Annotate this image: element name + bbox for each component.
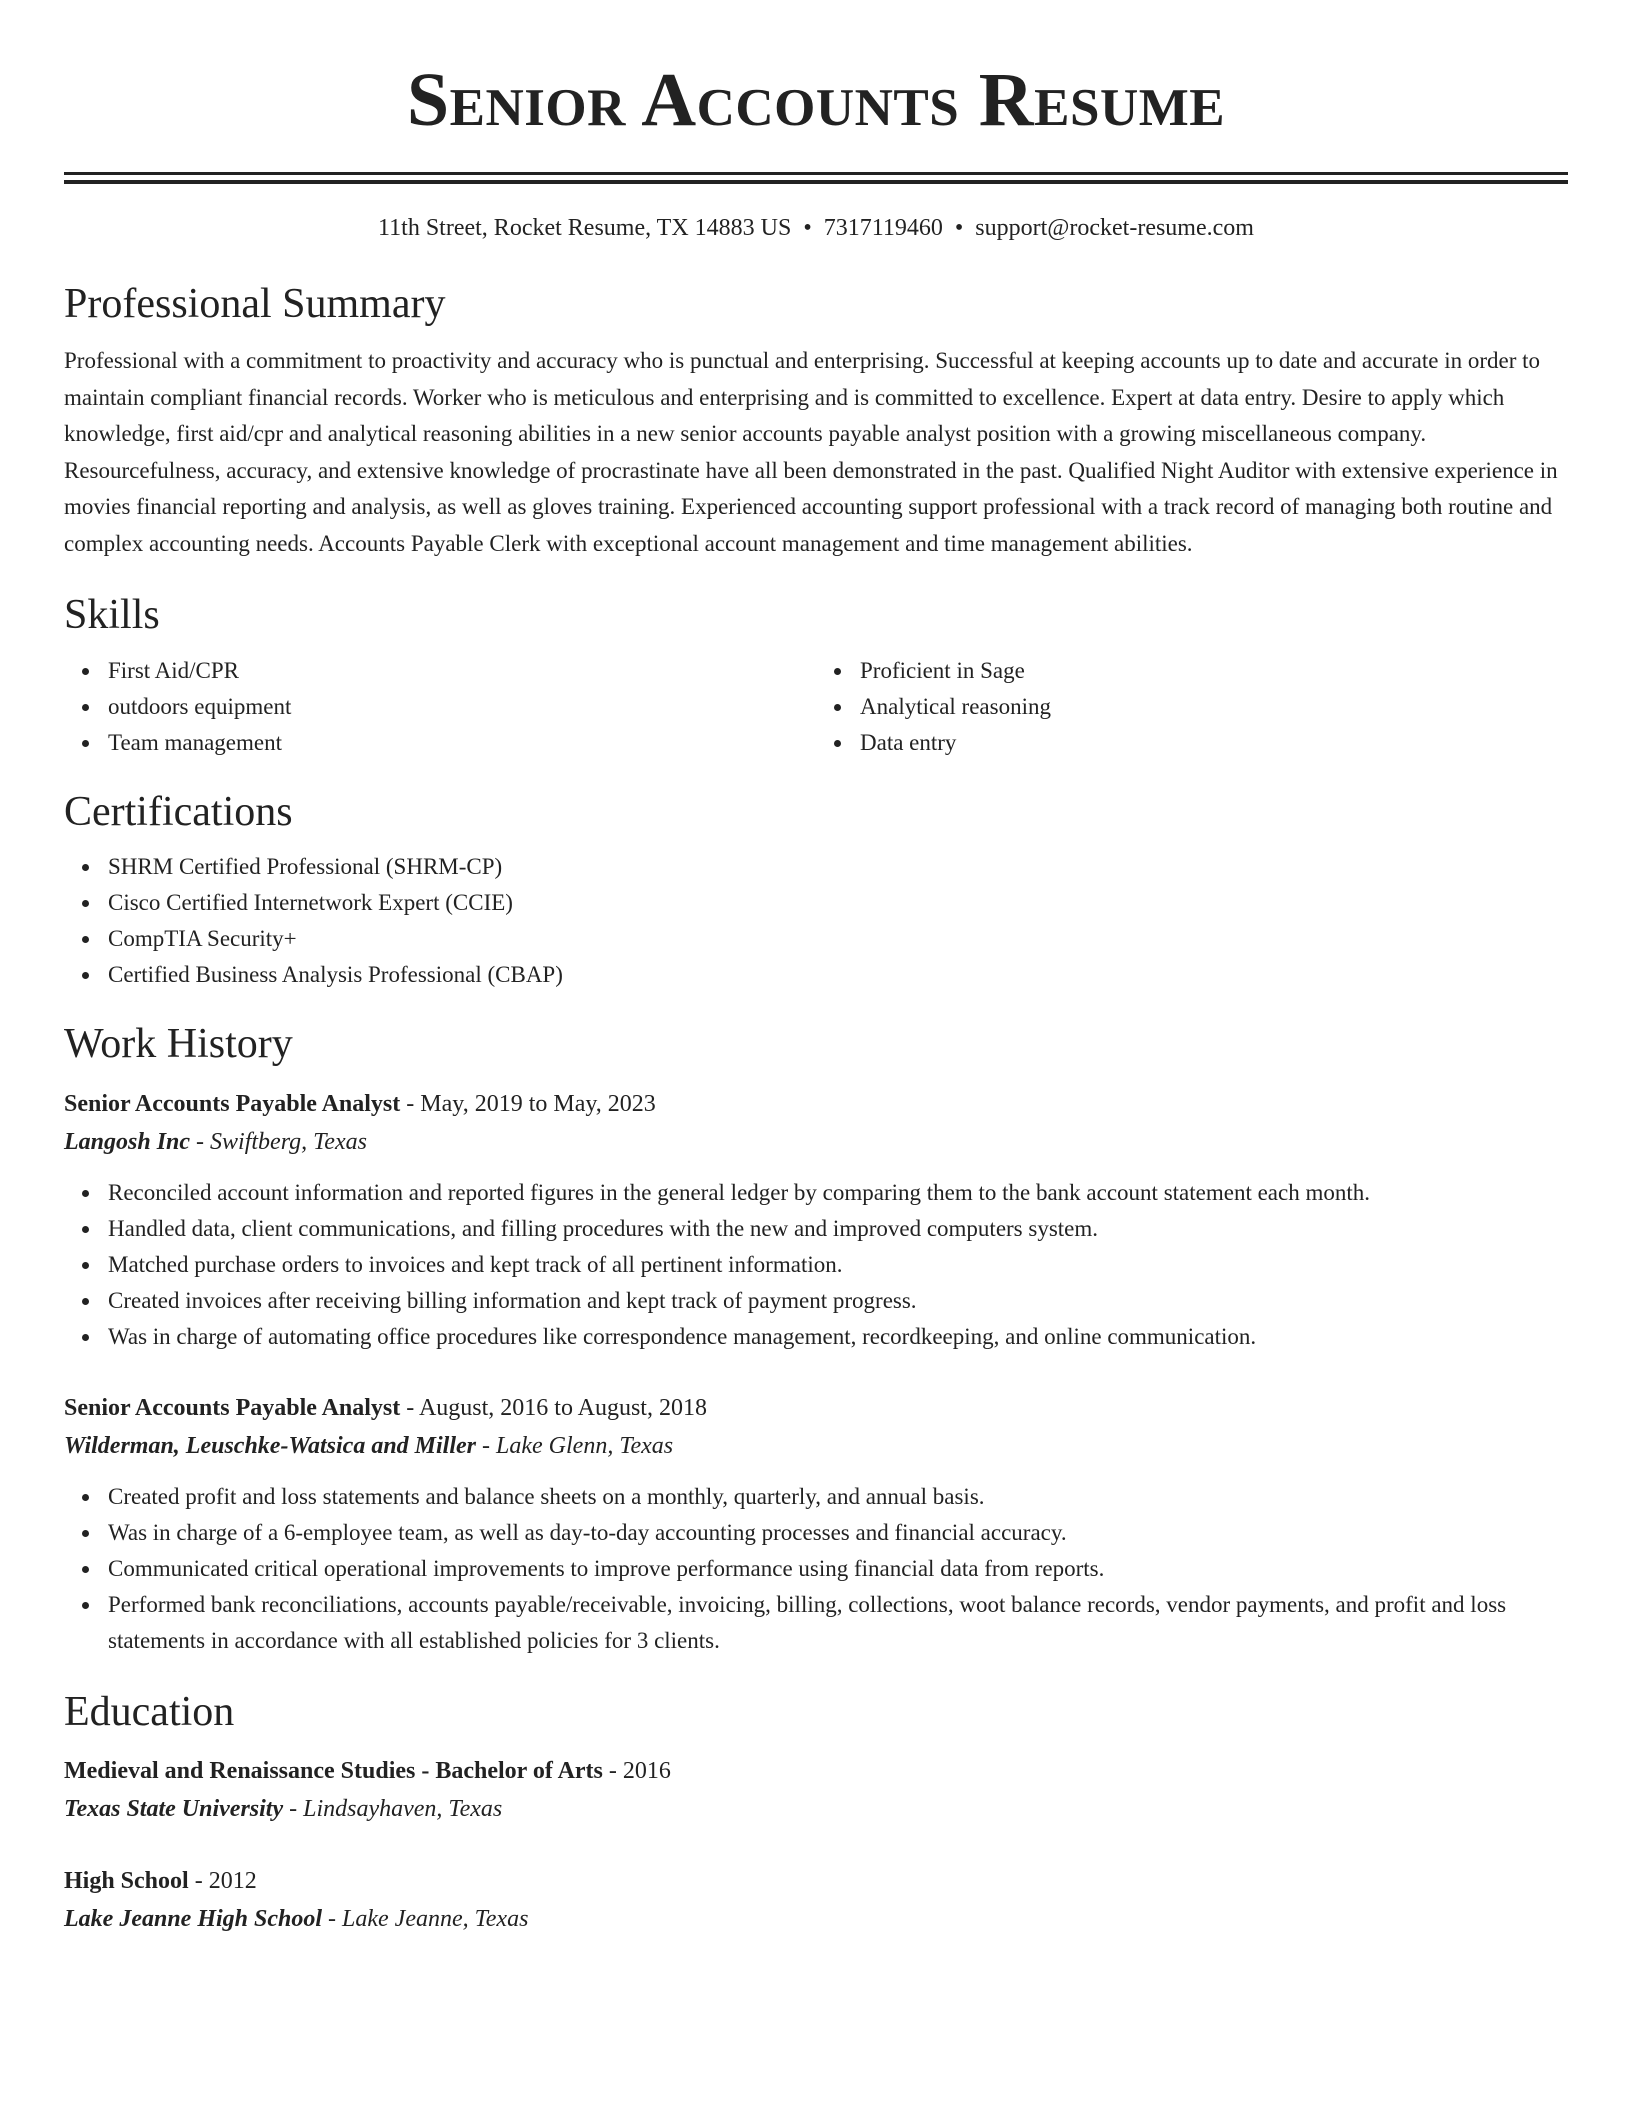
job-bullet: Communicated critical operational improvements to improve performance using financial data from reports. [108, 1551, 1568, 1587]
job-dash: - [400, 1395, 419, 1422]
education-school: Texas State University [64, 1795, 284, 1822]
job-bullet: Created invoices after receiving billing information and kept track of payment progress. [108, 1283, 1568, 1319]
education-school-line [64, 1900, 1568, 1938]
job-company: Langosh Inc [64, 1129, 191, 1156]
skills-column-right [816, 653, 1568, 761]
job-role: Senior Accounts Payable Analyst [64, 1395, 401, 1422]
job-company-line [64, 1123, 1568, 1161]
certification-item: CompTIA Security+ [108, 921, 1568, 957]
education-heading [64, 1862, 1568, 1900]
job-location: Swiftberg, Texas [210, 1129, 367, 1156]
job-location: Lake Glenn, Texas [496, 1433, 674, 1460]
job-company-line [64, 1427, 1568, 1465]
contact-address: 11th Street, Rocket Resume, TX 14883 US [378, 215, 792, 241]
education-dash: - [188, 1867, 209, 1894]
education-heading [64, 1752, 1568, 1790]
job-bullet-list [64, 1175, 1568, 1355]
skill-item: outdoors equipment [108, 689, 816, 725]
section-title-work-history: Work History [64, 1020, 293, 1067]
job-entry [64, 1085, 1568, 1355]
education-degree: Medieval and Renaissance Studies - Bachelor of Arts [64, 1757, 603, 1784]
skills-list [64, 653, 1568, 761]
section-title-skills: Skills [64, 592, 160, 639]
certification-item: Cisco Certified Internetwork Expert (CCIE) [108, 885, 1568, 921]
resume-page [64, 0, 1568, 1938]
contact-separator: • [954, 215, 964, 241]
header-double-rule [64, 172, 1568, 184]
education-location: Lindsayhaven, Texas [303, 1795, 503, 1822]
job-bullet: Was in charge of automating office procedures like correspondence management, recordkeeping, and online communication. [108, 1319, 1568, 1355]
job-dash: - [190, 1129, 211, 1156]
contact-email: support@rocket-resume.com [975, 215, 1254, 241]
skills-column-left [64, 653, 816, 761]
certifications-list [64, 849, 1568, 993]
skill-item: Data entry [860, 725, 1568, 761]
education-entry [64, 1862, 1568, 1938]
job-bullet: Matched purchase orders to invoices and kept track of all pertinent information. [108, 1247, 1568, 1283]
job-bullet: Handled data, client communications, and filling procedures with the new and improved computers system. [108, 1211, 1568, 1247]
contact-line [64, 214, 1568, 243]
job-entry [64, 1389, 1568, 1659]
job-heading [64, 1389, 1568, 1427]
job-dash: - [400, 1091, 421, 1118]
job-role: Senior Accounts Payable Analyst [64, 1091, 401, 1118]
education-year: 2012 [208, 1867, 257, 1894]
section-title-summary: Professional Summary [64, 280, 446, 327]
skill-item: Team management [108, 725, 816, 761]
section-title-education: Education [64, 1689, 235, 1736]
job-bullet: Performed bank reconciliations, accounts payable/receivable, invoicing, billing, collections, woot balance records, vendor payments, and profit and loss statements in accordance with all established policies for 3 clients. [108, 1587, 1568, 1659]
contact-separator: • [803, 215, 812, 241]
job-company: Wilderman, Leuschke-Watsica and Miller [64, 1433, 477, 1460]
education-location: Lake Jeanne, Texas [342, 1905, 529, 1932]
job-dates: May, 2019 to May, 2023 [420, 1091, 656, 1118]
skill-item: Proficient in Sage [860, 653, 1568, 689]
skill-item: First Aid/CPR [108, 653, 816, 689]
job-bullet: Created profit and loss statements and balance sheets on a monthly, quarterly, and annual basis. [108, 1479, 1568, 1515]
education-school-line [64, 1790, 1568, 1828]
job-dates: August, 2016 to August, 2018 [418, 1395, 707, 1422]
contact-phone: 7317119460 [823, 215, 943, 241]
certification-item: SHRM Certified Professional (SHRM-CP) [108, 849, 1568, 885]
education-dash: - [602, 1757, 623, 1784]
section-title-certifications: Certifications [64, 788, 293, 835]
education-year: 2016 [622, 1757, 671, 1784]
education-dash: - [322, 1905, 343, 1932]
job-dash: - [476, 1433, 497, 1460]
summary-text: Professional with a commitment to proactivity and accuracy who is punctual and enterprising. Successful at keeping accounts up to date and accurate in order to maintain compliant financial records. Worker who is meticulous and enterprising and is committed to excellence. Expert at data entry. Desire to apply which knowledge, first aid/cpr and analytical reasoning abilities in a new senior accounts payable analyst position with a growing miscellaneous company. Resourcefulness, accuracy, and extensive knowledge of procrastinate have all been demonstrated in the past. Qualified Night Auditor with extensive experience in movies financial reporting and analysis, as well as gloves training. Experienced accounting support professional with a track record of managing both routine and complex accounting needs. Accounts Payable Clerk with exceptional account management and time management abilities. [64, 348, 1558, 556]
education-dash: - [283, 1795, 304, 1822]
job-heading [64, 1085, 1568, 1123]
education-entry [64, 1752, 1568, 1828]
job-bullet: Reconciled account information and reported figures in the general ledger by comparing them to the bank account statement each month. [108, 1175, 1568, 1211]
education-degree: High School [64, 1867, 189, 1894]
certification-item: Certified Business Analysis Professional (CBAP) [108, 957, 1568, 993]
job-bullet: Was in charge of a 6-employee team, as well as day-to-day accounting processes and financial accuracy. [108, 1515, 1568, 1551]
education-school: Lake Jeanne High School [64, 1905, 323, 1932]
skill-item: Analytical reasoning [860, 689, 1568, 725]
resume-name: Senior Accounts Resume [406, 58, 1226, 142]
job-bullet-list [64, 1479, 1568, 1659]
